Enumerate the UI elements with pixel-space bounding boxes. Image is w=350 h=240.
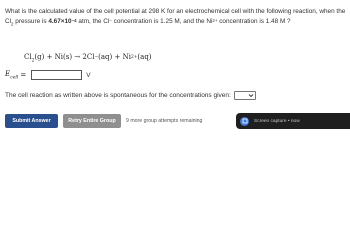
- spontaneous-select[interactable]: [234, 91, 256, 100]
- ecell-input[interactable]: [31, 70, 82, 80]
- pressure-value: $4.67\times 10^{-4}$: [48, 18, 77, 25]
- capture-icon: [240, 117, 249, 126]
- question-text: What is the calculated value of the cell potential at 298 K for an electrochemical cell with the following reaction, when the $Cl_2$ pressure is $4.67\times 10^{-4}$ atm, the Cl− concentration is 1.25 M, and the $Ni^{2+}$ concentration is 1.48 M ?: [5, 8, 346, 27]
- spontaneous-row: [5, 90, 256, 101]
- equals-sign: =: [20, 71, 27, 79]
- question-part-1: What is the calculated value of the cell potential at 298 K for an electrochemical cell with the following reaction, when the Cl: [5, 8, 346, 25]
- toast-text: Screen capture • now: [254, 118, 300, 124]
- attempts-remaining: 9 more group attempts remaining: [126, 118, 203, 124]
- question-part-2: pressure is: [13, 18, 49, 25]
- ecell-label: $E_{cell}$: [5, 69, 19, 81]
- retry-group-button[interactable]: Retry Entire Group: [63, 114, 121, 128]
- question-part-4: concentration is 1.25 M, and the Ni: [111, 18, 213, 25]
- question-part-5: concentration is 1.48 M ?: [217, 18, 291, 25]
- ecell-unit: V: [86, 71, 91, 79]
- cl2-subscript: 2: [11, 21, 14, 27]
- spontaneous-question: The cell reaction as written above is spontaneous for the concentrations given:: [5, 92, 231, 99]
- chevron-down-icon: [248, 92, 254, 99]
- question-part-3: atm, the Cl: [76, 18, 110, 25]
- submit-answer-button[interactable]: Submit Answer: [5, 114, 58, 128]
- screen-capture-toast[interactable]: [236, 113, 350, 129]
- reaction-equation: $Cl_2(g) + Ni(s) \to 2Cl^-(aq) + Ni^{2+}(aq)$: [24, 53, 152, 64]
- ecell-answer-row: [5, 69, 91, 81]
